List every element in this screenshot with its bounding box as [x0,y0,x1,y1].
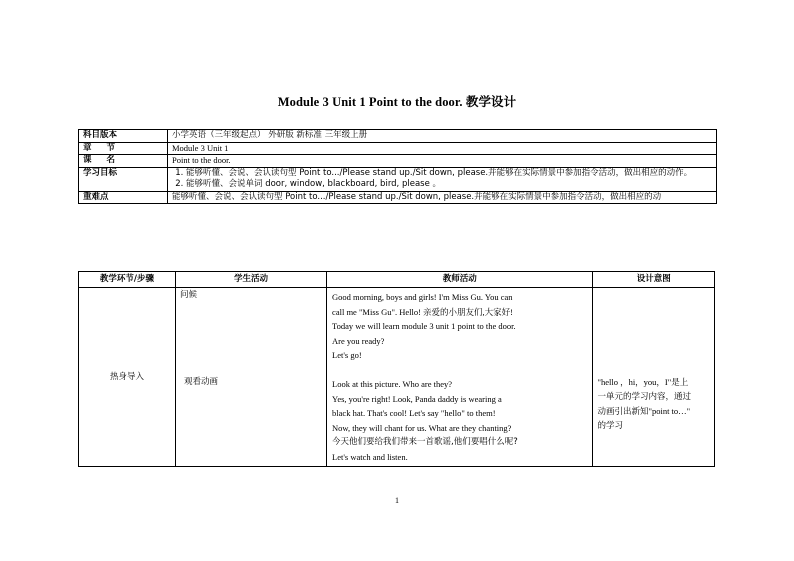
teacher-line: Let's go! [332,350,362,360]
chapter-label: 章 节 [79,142,168,155]
header-intent: 设计意图 [593,272,715,288]
teacher-line: 今天他们要给我们带来一首歌谣,他们要唱什么呢? [332,437,518,447]
info-table [78,129,717,204]
teacher-line: black hat. That's cool! Let's say "hello" to them! [332,408,496,418]
header-step: 教学环节/步骤 [79,272,176,288]
teacher-line: Yes, you're right! Look, Panda daddy is wearing a [332,393,502,404]
intent-line: 一单元的学习内容，通过 [597,391,691,402]
intent-line: "hello ，hi，you，I"是上 [597,377,689,387]
goal-item: 2. 能够听懂、会说单词 door, window, blackboard, bird, please 。 [186,179,712,191]
lesson-value: Point to the door. [168,155,717,168]
intent-line: 的学习 [597,420,623,431]
subject-value: 小学英语（三年级起点） 外研版 新标准 三年级上册 [168,130,717,143]
goals-list [172,168,712,191]
chapter-value: Module 3 Unit 1 [168,142,717,155]
goals-label: 学习目标 [79,167,168,191]
goal-item: 1. 能够听懂、会说、会认读句型 Point to.../Please stand up./Sit down, please.并能够在实际情景中参加指令活动，做出相应的动作。 [186,168,712,180]
teacher-line: Today we will learn module 3 unit 1 point to the door. [332,321,516,331]
teacher-line: Now, they will chant for us. What are they chanting? [332,422,512,433]
plan-header-row [79,272,715,288]
teacher-line: Good morning, boys and girls! I'm Miss Gu. You can [332,292,513,302]
header-teacher: 教师活动 [327,272,593,288]
goals-value [168,167,717,191]
info-row-lesson [79,155,717,168]
info-row-chapter [79,142,717,155]
intent-cell [593,288,715,467]
key-value: 能够听懂、会说、会认读句型 Point to.../Please stand up./Sit down, please.并能够在实际情景中参加指令活动，做出相应的动 [168,191,717,204]
intent-line: 动画引出新知"point to…" [597,406,691,416]
plan-row [79,288,715,467]
info-row-goals [79,167,717,191]
teacher-line: Look at this picture. Who are they? [332,379,453,389]
plan-table [78,271,715,467]
step-cell: 热身导入 [79,288,176,467]
teacher-line: call me "Miss Gu". Hello! 亲爱的小朋友们,大家好! [332,306,513,317]
teacher-line: Let's watch and listen. [332,451,408,462]
lesson-label: 课 名 [79,155,168,168]
subject-label: 科目版本 [79,130,168,143]
key-label: 重难点 [79,191,168,204]
header-student: 学生活动 [175,272,326,288]
student-activity: 问候 [179,290,197,300]
info-row-subject [79,130,717,143]
student-cell [175,288,326,467]
page-title: Module 3 Unit 1 Point to the door. 教学设计 [277,95,517,109]
student-activity: 观看动画 [183,377,218,387]
page-number: 1 [395,496,399,505]
teacher-cell [327,288,593,467]
teacher-line: Are you ready? [332,335,385,346]
info-row-key [79,191,717,204]
